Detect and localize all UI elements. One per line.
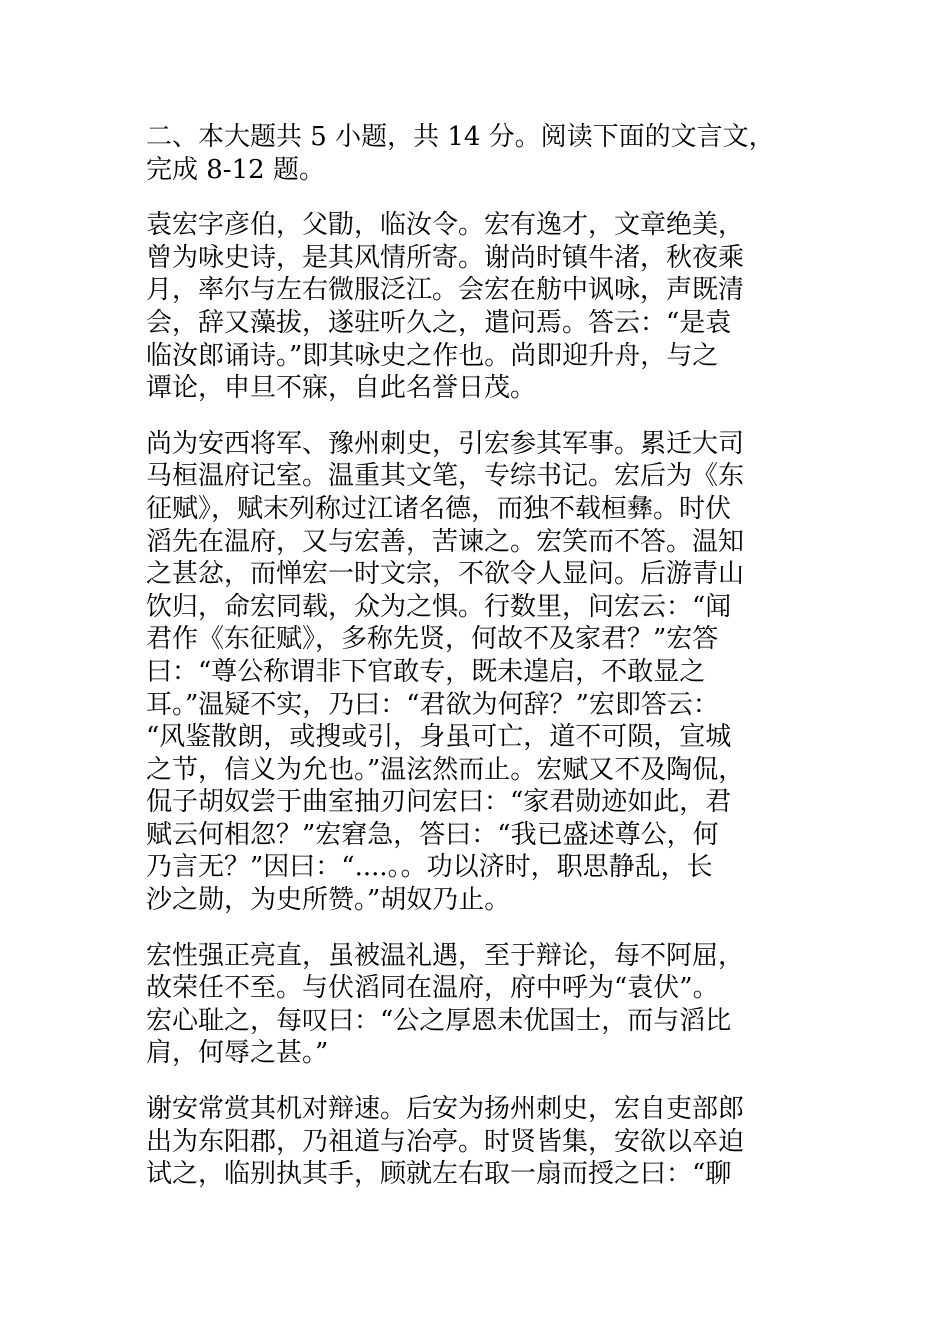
passage-paragraph-4: 谢安常赏其机对辩速。后安为扬州刺史，宏自吏部郎 出为东阳郡，乃祖道与冶亭。时贤皆集，安欲以卒迫 试之，临别执其手，顾就左右取一扇而授之曰：“聊 — [146, 1094, 745, 1190]
document-body — [146, 121, 808, 1191]
passage-paragraph-1: 袁宏字彦伯，父勖，临汝令。宏有逸才，文章绝美， 曾为咏史诗，是其风情所寄。谢尚时镇牛渚，秋夜乘 月，率尔与左右微服泛江。会宏在舫中讽咏，声既清 会，辞又藻拔，遂驻听久之，遣问焉。答云：“是袁 临汝郎诵诗。”即其咏史之作也。尚即迎升舟，与之 谭论，申旦不寐，自此名誉日茂。 — [146, 210, 745, 404]
question-instruction: 二、本大题共 5 小题，共 14 分。阅读下面的文言文， 完成 8-12 题。 — [146, 122, 775, 185]
passage-paragraph-2: 尚为安西将军、豫州刺史，引宏参其军事。累迁大司 马桓温府记室。温重其文笔，专综书记。宏后为《东 征赋》，赋末列称过江诸名德，而独不载桓彝。时伏 滔先在温府，又与宏善，苦谏之。宏笑而不答。温知 之甚忿，而惮宏一时文宗，不欲令人显问。后游青山 饮归，命宏同载，众为之惧。行数里，问宏云：“闻 君作《东征赋》，多称先贤，何故不及家君？”宏答 曰：“尊公称谓非下官敢专，既未遑启，不敢显之 耳。”温疑不实，乃曰：“君欲为何辞？”宏即答云： “风鉴散朗，或搜或引，身虽可亡，道不可陨，宣城 之节，信义为允也。”温泫然而止。宏赋又不及陶侃， 侃子胡奴尝于曲室抽刃问宏曰：“家君勋迹如此，君 赋云何相忽？”宏窘急，答曰：“我已盛述尊公，何 乃言无？”因曰：“....。。功以济时，职思静乱，长 沙之勋，为史所赞。”胡奴乃止。 — [146, 428, 745, 916]
passage-paragraph-3: 宏性强正亮直，虽被温礼遇，至于辩论，每不阿屈， 故荣任不至。与伏滔同在温府，府中呼为“袁伏”。 宏心耻之，每叹曰：“公之厚恩未优国士，而与滔比 肩，何辱之甚。” — [146, 940, 745, 1069]
